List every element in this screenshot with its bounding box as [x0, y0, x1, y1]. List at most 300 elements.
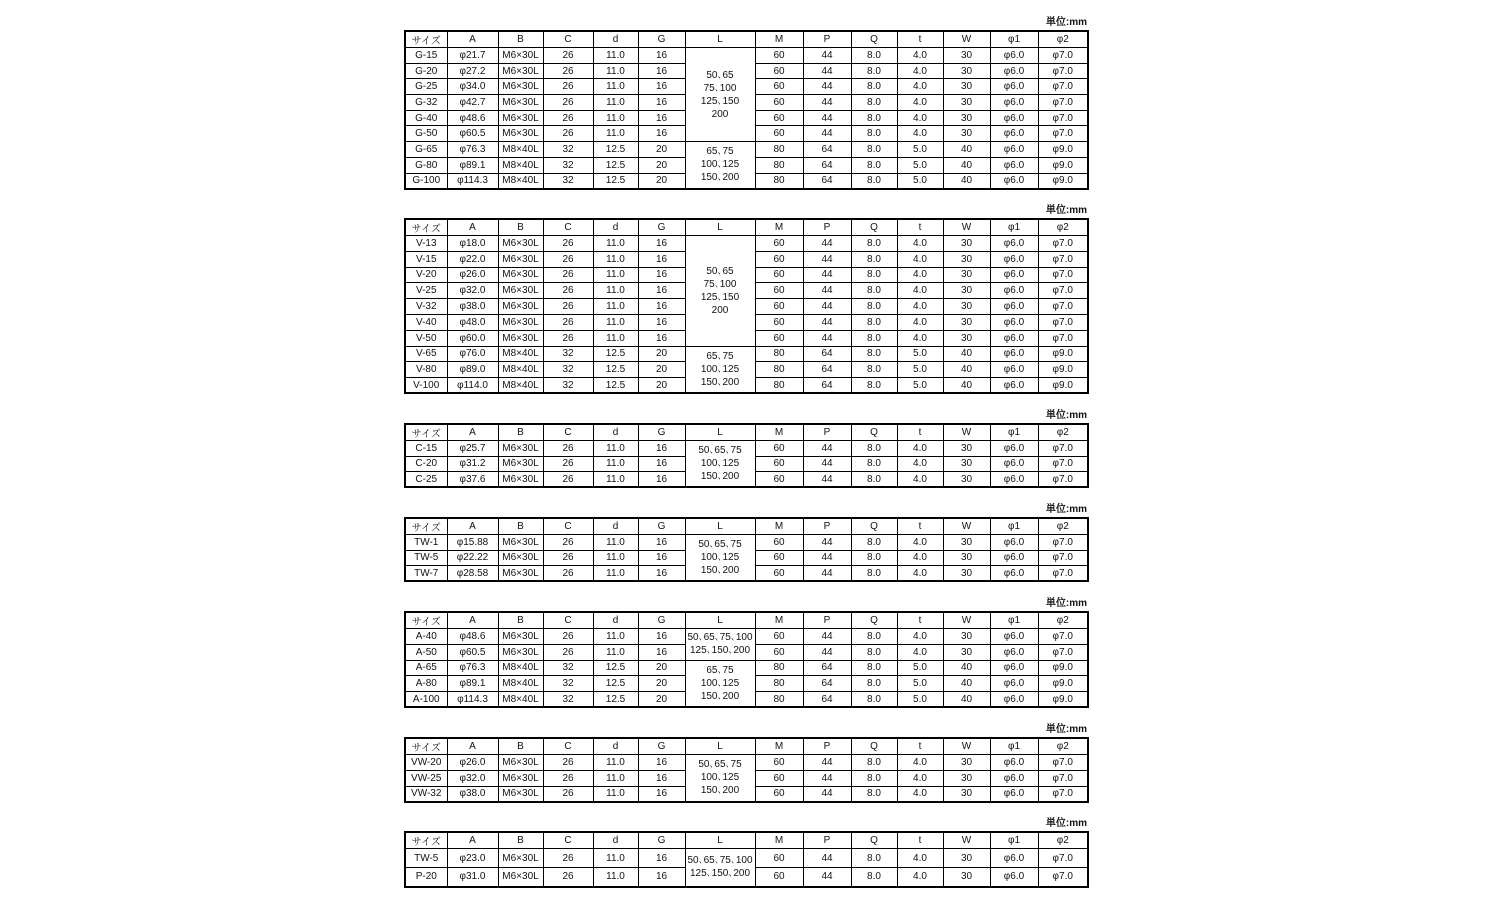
- column-header: サイズ: [405, 518, 447, 535]
- column-header: Q: [851, 832, 897, 849]
- value-cell: 40: [943, 362, 990, 378]
- value-cell: 30: [943, 267, 990, 283]
- value-cell: φ28.58: [447, 566, 498, 582]
- value-cell: 16: [638, 441, 685, 457]
- value-cell: 60: [755, 95, 803, 111]
- value-cell: 80: [755, 362, 803, 378]
- size-cell: V-65: [405, 346, 447, 362]
- value-cell: 44: [803, 110, 851, 126]
- value-cell: M6×30L: [498, 441, 543, 457]
- value-cell: 16: [638, 110, 685, 126]
- value-cell: φ6.0: [990, 299, 1038, 315]
- value-cell: 40: [943, 346, 990, 362]
- value-cell: 4.0: [897, 644, 943, 660]
- value-cell: M8×40L: [498, 378, 543, 394]
- value-cell: 8.0: [851, 770, 897, 786]
- value-cell: φ18.0: [447, 236, 498, 252]
- value-cell: φ6.0: [990, 535, 1038, 551]
- value-cell: φ31.2: [447, 456, 498, 472]
- value-cell: 44: [803, 770, 851, 786]
- size-cell: C-15: [405, 441, 447, 457]
- value-cell: 16: [638, 786, 685, 802]
- value-cell: 40: [943, 676, 990, 692]
- value-cell: 32: [543, 660, 593, 676]
- value-cell: 60: [755, 644, 803, 660]
- value-cell: 16: [638, 267, 685, 283]
- value-cell: 12.5: [593, 378, 638, 394]
- value-cell: 8.0: [851, 63, 897, 79]
- value-cell: φ9.0: [1038, 157, 1088, 173]
- value-cell: 16: [638, 535, 685, 551]
- value-cell: φ60.0: [447, 330, 498, 346]
- column-header: G: [638, 612, 685, 629]
- value-cell: M6×30L: [498, 786, 543, 802]
- value-cell: 32: [543, 142, 593, 158]
- value-cell: 8.0: [851, 173, 897, 189]
- value-cell: 8.0: [851, 472, 897, 488]
- column-header: B: [498, 832, 543, 849]
- value-cell: 16: [638, 550, 685, 566]
- column-header: φ1: [990, 31, 1038, 48]
- value-cell: 64: [803, 378, 851, 394]
- value-cell: φ7.0: [1038, 48, 1088, 64]
- size-cell: G-100: [405, 173, 447, 189]
- value-cell: 8.0: [851, 236, 897, 252]
- length-options-cell: [685, 660, 755, 707]
- size-cell: TW-1: [405, 535, 447, 551]
- value-cell: φ6.0: [990, 755, 1038, 771]
- value-cell: φ7.0: [1038, 868, 1088, 887]
- size-cell: G-20: [405, 63, 447, 79]
- length-options-cell: [685, 48, 755, 142]
- column-header: d: [593, 612, 638, 629]
- value-cell: φ6.0: [990, 472, 1038, 488]
- size-cell: VW-20: [405, 755, 447, 771]
- value-cell: φ7.0: [1038, 267, 1088, 283]
- value-cell: 4.0: [897, 251, 943, 267]
- value-cell: 64: [803, 157, 851, 173]
- value-cell: 4.0: [897, 868, 943, 887]
- value-cell: φ9.0: [1038, 173, 1088, 189]
- value-cell: M6×30L: [498, 770, 543, 786]
- value-cell: 4.0: [897, 441, 943, 457]
- value-cell: 30: [943, 644, 990, 660]
- size-cell: A-40: [405, 629, 447, 645]
- value-cell: 11.0: [593, 550, 638, 566]
- size-cell: G-65: [405, 142, 447, 158]
- column-header: P: [803, 424, 851, 441]
- value-cell: 4.0: [897, 267, 943, 283]
- value-cell: 8.0: [851, 535, 897, 551]
- size-cell: V-20: [405, 267, 447, 283]
- value-cell: 26: [543, 283, 593, 299]
- value-cell: φ6.0: [990, 770, 1038, 786]
- column-header: P: [803, 738, 851, 755]
- value-cell: 40: [943, 660, 990, 676]
- value-cell: 30: [943, 126, 990, 142]
- table-row: [405, 346, 1088, 362]
- value-cell: 44: [803, 299, 851, 315]
- column-header: Q: [851, 738, 897, 755]
- value-cell: 26: [543, 566, 593, 582]
- value-cell: φ76.3: [447, 660, 498, 676]
- column-header: t: [897, 518, 943, 535]
- value-cell: 30: [943, 786, 990, 802]
- value-cell: φ7.0: [1038, 110, 1088, 126]
- value-cell: 11.0: [593, 456, 638, 472]
- value-cell: 40: [943, 692, 990, 708]
- value-cell: 60: [755, 629, 803, 645]
- value-cell: 4.0: [897, 535, 943, 551]
- value-cell: 8.0: [851, 267, 897, 283]
- value-cell: 16: [638, 566, 685, 582]
- size-cell: C-25: [405, 472, 447, 488]
- length-option-line: 100､125: [700, 678, 740, 690]
- column-header: L: [685, 424, 755, 441]
- value-cell: φ31.0: [447, 868, 498, 887]
- column-header: W: [943, 219, 990, 236]
- value-cell: 30: [943, 472, 990, 488]
- value-cell: 12.5: [593, 173, 638, 189]
- value-cell: 44: [803, 251, 851, 267]
- header-row: [405, 738, 1088, 755]
- value-cell: M8×40L: [498, 173, 543, 189]
- value-cell: 11.0: [593, 314, 638, 330]
- value-cell: 8.0: [851, 692, 897, 708]
- value-cell: 8.0: [851, 110, 897, 126]
- column-header: C: [543, 738, 593, 755]
- value-cell: 8.0: [851, 868, 897, 887]
- value-cell: 44: [803, 267, 851, 283]
- column-header: G: [638, 518, 685, 535]
- value-cell: 16: [638, 629, 685, 645]
- column-header: M: [755, 219, 803, 236]
- value-cell: φ6.0: [990, 849, 1038, 868]
- value-cell: 44: [803, 330, 851, 346]
- column-header: A: [447, 518, 498, 535]
- column-header: Q: [851, 612, 897, 629]
- value-cell: 20: [638, 362, 685, 378]
- value-cell: 20: [638, 142, 685, 158]
- value-cell: 20: [638, 378, 685, 394]
- value-cell: 16: [638, 283, 685, 299]
- value-cell: M6×30L: [498, 314, 543, 330]
- value-cell: M6×30L: [498, 48, 543, 64]
- value-cell: 11.0: [593, 770, 638, 786]
- value-cell: 16: [638, 644, 685, 660]
- value-cell: φ114.0: [447, 378, 498, 394]
- value-cell: M6×30L: [498, 126, 543, 142]
- column-header: W: [943, 738, 990, 755]
- column-header: M: [755, 612, 803, 629]
- value-cell: φ7.0: [1038, 472, 1088, 488]
- value-cell: 80: [755, 676, 803, 692]
- value-cell: 4.0: [897, 770, 943, 786]
- column-header: t: [897, 424, 943, 441]
- value-cell: 44: [803, 314, 851, 330]
- unit-label: 単位:mm: [1045, 205, 1087, 216]
- value-cell: M6×30L: [498, 95, 543, 111]
- value-cell: 26: [543, 441, 593, 457]
- column-header: M: [755, 832, 803, 849]
- value-cell: 44: [803, 441, 851, 457]
- header-row: [405, 832, 1088, 849]
- value-cell: 20: [638, 157, 685, 173]
- value-cell: 4.0: [897, 48, 943, 64]
- value-cell: 26: [543, 299, 593, 315]
- value-cell: 64: [803, 660, 851, 676]
- column-header: L: [685, 31, 755, 48]
- column-header: d: [593, 219, 638, 236]
- length-option-line: 50､65､75: [698, 539, 742, 550]
- size-cell: TW-7: [405, 566, 447, 582]
- value-cell: φ6.0: [990, 660, 1038, 676]
- value-cell: 20: [638, 692, 685, 708]
- value-cell: M6×30L: [498, 755, 543, 771]
- table-row: [405, 755, 1088, 771]
- value-cell: 4.0: [897, 314, 943, 330]
- value-cell: 44: [803, 868, 851, 887]
- value-cell: 4.0: [897, 299, 943, 315]
- value-cell: φ114.3: [447, 692, 498, 708]
- value-cell: M8×40L: [498, 346, 543, 362]
- column-header: A: [447, 219, 498, 236]
- value-cell: φ6.0: [990, 126, 1038, 142]
- value-cell: 80: [755, 660, 803, 676]
- column-header: L: [685, 518, 755, 535]
- value-cell: 30: [943, 110, 990, 126]
- spec-table-p: [404, 831, 1089, 888]
- column-header: φ1: [990, 738, 1038, 755]
- value-cell: 60: [755, 566, 803, 582]
- column-header: φ2: [1038, 832, 1088, 849]
- column-header: G: [638, 424, 685, 441]
- value-cell: M6×30L: [498, 566, 543, 582]
- size-cell: A-50: [405, 644, 447, 660]
- column-header: サイズ: [405, 738, 447, 755]
- value-cell: φ6.0: [990, 157, 1038, 173]
- value-cell: 11.0: [593, 330, 638, 346]
- value-cell: 26: [543, 63, 593, 79]
- value-cell: 30: [943, 629, 990, 645]
- value-cell: 8.0: [851, 629, 897, 645]
- value-cell: 30: [943, 95, 990, 111]
- value-cell: M6×30L: [498, 251, 543, 267]
- value-cell: φ48.0: [447, 314, 498, 330]
- length-option-line: 125､150: [700, 291, 740, 303]
- column-header: M: [755, 738, 803, 755]
- size-cell: V-50: [405, 330, 447, 346]
- value-cell: 44: [803, 629, 851, 645]
- table-row: [405, 660, 1088, 676]
- column-header: サイズ: [405, 31, 447, 48]
- header-row: [405, 219, 1088, 236]
- value-cell: 30: [943, 236, 990, 252]
- column-header: B: [498, 612, 543, 629]
- value-cell: 26: [543, 236, 593, 252]
- value-cell: 4.0: [897, 283, 943, 299]
- value-cell: 4.0: [897, 550, 943, 566]
- column-header: A: [447, 612, 498, 629]
- value-cell: 40: [943, 378, 990, 394]
- value-cell: φ32.0: [447, 770, 498, 786]
- length-options-cell: [685, 236, 755, 347]
- value-cell: 8.0: [851, 441, 897, 457]
- value-cell: 16: [638, 48, 685, 64]
- value-cell: φ76.0: [447, 346, 498, 362]
- length-option-line: 50､65､75､100: [687, 855, 753, 867]
- value-cell: φ6.0: [990, 95, 1038, 111]
- column-header: G: [638, 31, 685, 48]
- value-cell: 4.0: [897, 95, 943, 111]
- column-header: C: [543, 612, 593, 629]
- size-cell: V-25: [405, 283, 447, 299]
- value-cell: 60: [755, 48, 803, 64]
- value-cell: φ25.7: [447, 441, 498, 457]
- value-cell: 30: [943, 63, 990, 79]
- value-cell: φ6.0: [990, 236, 1038, 252]
- value-cell: 44: [803, 550, 851, 566]
- value-cell: 4.0: [897, 472, 943, 488]
- value-cell: φ76.3: [447, 142, 498, 158]
- value-cell: 80: [755, 157, 803, 173]
- value-cell: 26: [543, 110, 593, 126]
- value-cell: φ7.0: [1038, 550, 1088, 566]
- value-cell: 11.0: [593, 110, 638, 126]
- value-cell: 12.5: [593, 142, 638, 158]
- column-header: d: [593, 738, 638, 755]
- value-cell: 4.0: [897, 755, 943, 771]
- value-cell: 60: [755, 79, 803, 95]
- value-cell: φ9.0: [1038, 362, 1088, 378]
- column-header: φ1: [990, 518, 1038, 535]
- size-cell: A-65: [405, 660, 447, 676]
- column-header: Q: [851, 518, 897, 535]
- value-cell: 11.0: [593, 95, 638, 111]
- value-cell: 26: [543, 267, 593, 283]
- column-header: C: [543, 219, 593, 236]
- value-cell: φ22.0: [447, 251, 498, 267]
- column-header: P: [803, 31, 851, 48]
- value-cell: 30: [943, 566, 990, 582]
- column-header: φ2: [1038, 738, 1088, 755]
- value-cell: 26: [543, 126, 593, 142]
- value-cell: 60: [755, 472, 803, 488]
- value-cell: 4.0: [897, 629, 943, 645]
- value-cell: φ9.0: [1038, 692, 1088, 708]
- value-cell: 26: [543, 550, 593, 566]
- value-cell: 26: [543, 48, 593, 64]
- value-cell: 11.0: [593, 535, 638, 551]
- value-cell: 32: [543, 173, 593, 189]
- value-cell: 44: [803, 566, 851, 582]
- value-cell: 30: [943, 283, 990, 299]
- value-cell: 30: [943, 535, 990, 551]
- value-cell: 26: [543, 314, 593, 330]
- length-option-line: 150､200: [700, 691, 740, 703]
- value-cell: M6×30L: [498, 63, 543, 79]
- value-cell: φ7.0: [1038, 236, 1088, 252]
- value-cell: 60: [755, 267, 803, 283]
- value-cell: 16: [638, 314, 685, 330]
- value-cell: 8.0: [851, 126, 897, 142]
- value-cell: φ38.0: [447, 299, 498, 315]
- length-option-line: 50､65､75､100: [687, 632, 753, 644]
- value-cell: 8.0: [851, 676, 897, 692]
- value-cell: 64: [803, 362, 851, 378]
- length-option-line: 65､75: [706, 146, 734, 158]
- value-cell: M6×30L: [498, 868, 543, 887]
- column-header: W: [943, 424, 990, 441]
- value-cell: φ7.0: [1038, 126, 1088, 142]
- value-cell: 30: [943, 314, 990, 330]
- value-cell: 8.0: [851, 299, 897, 315]
- value-cell: φ6.0: [990, 173, 1038, 189]
- value-cell: 8.0: [851, 644, 897, 660]
- value-cell: φ7.0: [1038, 456, 1088, 472]
- value-cell: 60: [755, 849, 803, 868]
- column-header: P: [803, 612, 851, 629]
- column-header: d: [593, 832, 638, 849]
- column-header: d: [593, 518, 638, 535]
- value-cell: 8.0: [851, 378, 897, 394]
- header-row: [405, 612, 1088, 629]
- column-header: L: [685, 612, 755, 629]
- value-cell: 26: [543, 456, 593, 472]
- size-cell: V-32: [405, 299, 447, 315]
- value-cell: 26: [543, 79, 593, 95]
- value-cell: 5.0: [897, 157, 943, 173]
- value-cell: 44: [803, 849, 851, 868]
- value-cell: φ6.0: [990, 629, 1038, 645]
- size-cell: V-13: [405, 236, 447, 252]
- value-cell: 4.0: [897, 786, 943, 802]
- column-header: W: [943, 31, 990, 48]
- value-cell: 11.0: [593, 755, 638, 771]
- column-header: M: [755, 518, 803, 535]
- value-cell: φ23.0: [447, 849, 498, 868]
- value-cell: 26: [543, 330, 593, 346]
- value-cell: 8.0: [851, 79, 897, 95]
- size-cell: G-80: [405, 157, 447, 173]
- length-options-cell: [685, 755, 755, 802]
- value-cell: 60: [755, 330, 803, 346]
- size-cell: A-100: [405, 692, 447, 708]
- length-option-line: 75､100: [703, 278, 737, 290]
- value-cell: φ6.0: [990, 314, 1038, 330]
- unit-label: 単位:mm: [1045, 724, 1087, 735]
- size-cell: G-25: [405, 79, 447, 95]
- value-cell: 26: [543, 786, 593, 802]
- value-cell: 8.0: [851, 95, 897, 111]
- value-cell: M6×30L: [498, 267, 543, 283]
- value-cell: φ6.0: [990, 868, 1038, 887]
- value-cell: 11.0: [593, 441, 638, 457]
- value-cell: φ21.7: [447, 48, 498, 64]
- column-header: W: [943, 612, 990, 629]
- value-cell: 30: [943, 770, 990, 786]
- length-option-line: 200: [711, 108, 729, 120]
- value-cell: φ7.0: [1038, 849, 1088, 868]
- value-cell: φ9.0: [1038, 142, 1088, 158]
- column-header: M: [755, 424, 803, 441]
- value-cell: 26: [543, 868, 593, 887]
- value-cell: 11.0: [593, 644, 638, 660]
- value-cell: 11.0: [593, 283, 638, 299]
- table-row: [405, 236, 1088, 252]
- value-cell: φ6.0: [990, 63, 1038, 79]
- value-cell: 16: [638, 79, 685, 95]
